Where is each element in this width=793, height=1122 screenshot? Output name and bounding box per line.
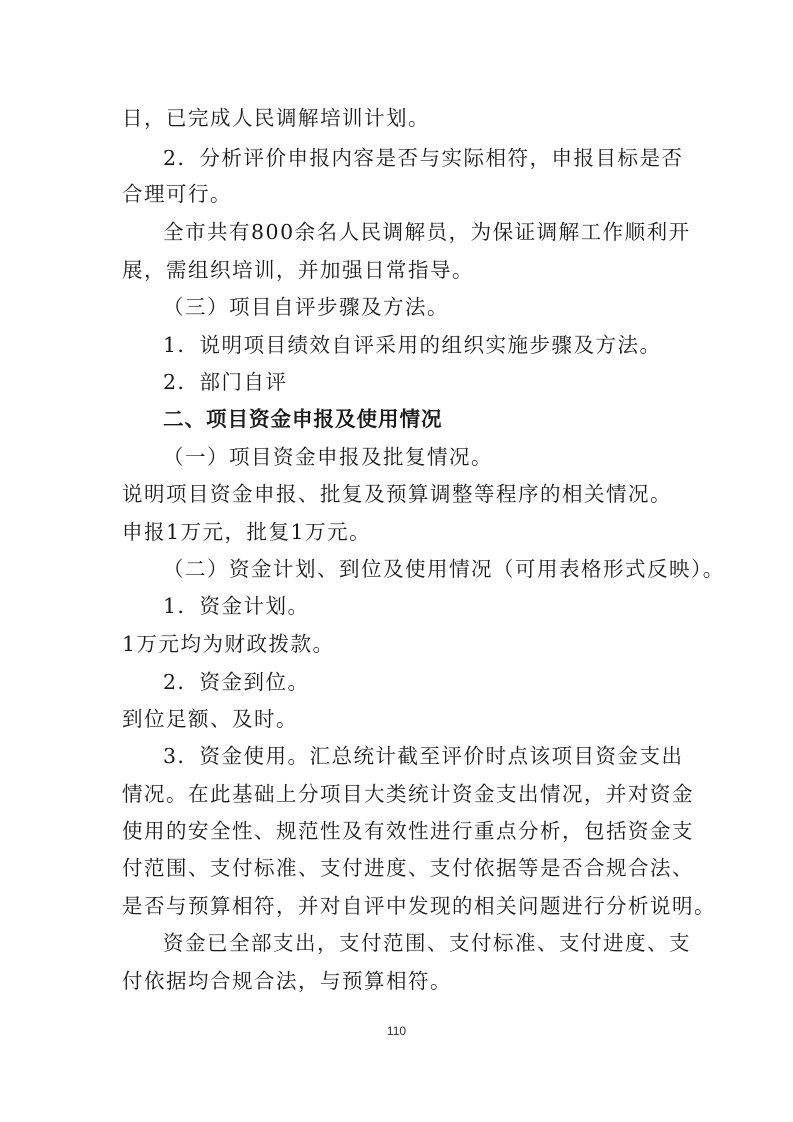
text-line: 1．说明项目绩效自评采用的组织实施步骤及方法。	[163, 333, 662, 357]
page-number: 110	[386, 1024, 407, 1038]
section-heading: （三）项目自评步骤及方法。	[163, 295, 449, 319]
text-line: 付范围、支付标准、支付进度、支付依据等是否合规合法、	[122, 856, 694, 880]
text-line: 是否与预算相符，并对自评中发现的相关问题进行分析说明。	[122, 894, 716, 918]
text-line: 2．分析评价申报内容是否与实际相符，申报目标是否	[163, 146, 684, 170]
text-line: 申报1万元，批复1万元。	[122, 520, 372, 544]
chapter-heading: 二、项目资金申报及使用情况	[163, 407, 443, 431]
text-line: 日，已完成人民调解培训计划。	[122, 106, 430, 130]
text-line: 1．资金计划。	[163, 594, 310, 618]
section-heading: （二）资金计划、到位及使用情况（可用表格形式反映）。	[163, 557, 725, 581]
text-line: 资金已全部支出，支付范围、支付标准、支付进度、支	[163, 931, 691, 955]
text-line: 到位足额、及时。	[122, 707, 298, 731]
text-line: 情况。在此基础上分项目大类统计资金支出情况，并对资金	[122, 782, 694, 806]
text-line: 3．资金使用。汇总统计截至评价时点该项目资金支出	[163, 744, 684, 768]
text-line: 合理可行。	[122, 182, 232, 206]
text-line: 全市共有800余名人民调解员，为保证调解工作顺利开	[163, 220, 691, 244]
text-line: 2．部门自评	[163, 370, 288, 394]
text-line: 1万元均为财政拨款。	[122, 632, 335, 656]
text-line: 2．资金到位。	[163, 670, 310, 694]
section-heading: （一）项目资金申报及批复情况。	[163, 445, 493, 469]
text-line: 展，需组织培训，并加强日常指导。	[122, 258, 474, 282]
text-line: 说明项目资金申报、批复及预算调整等程序的相关情况。	[122, 482, 672, 506]
text-line: 付依据均合规合法，与预算相符。	[122, 969, 452, 993]
text-line: 使用的安全性、规范性及有效性进行重点分析，包括资金支	[122, 819, 694, 843]
